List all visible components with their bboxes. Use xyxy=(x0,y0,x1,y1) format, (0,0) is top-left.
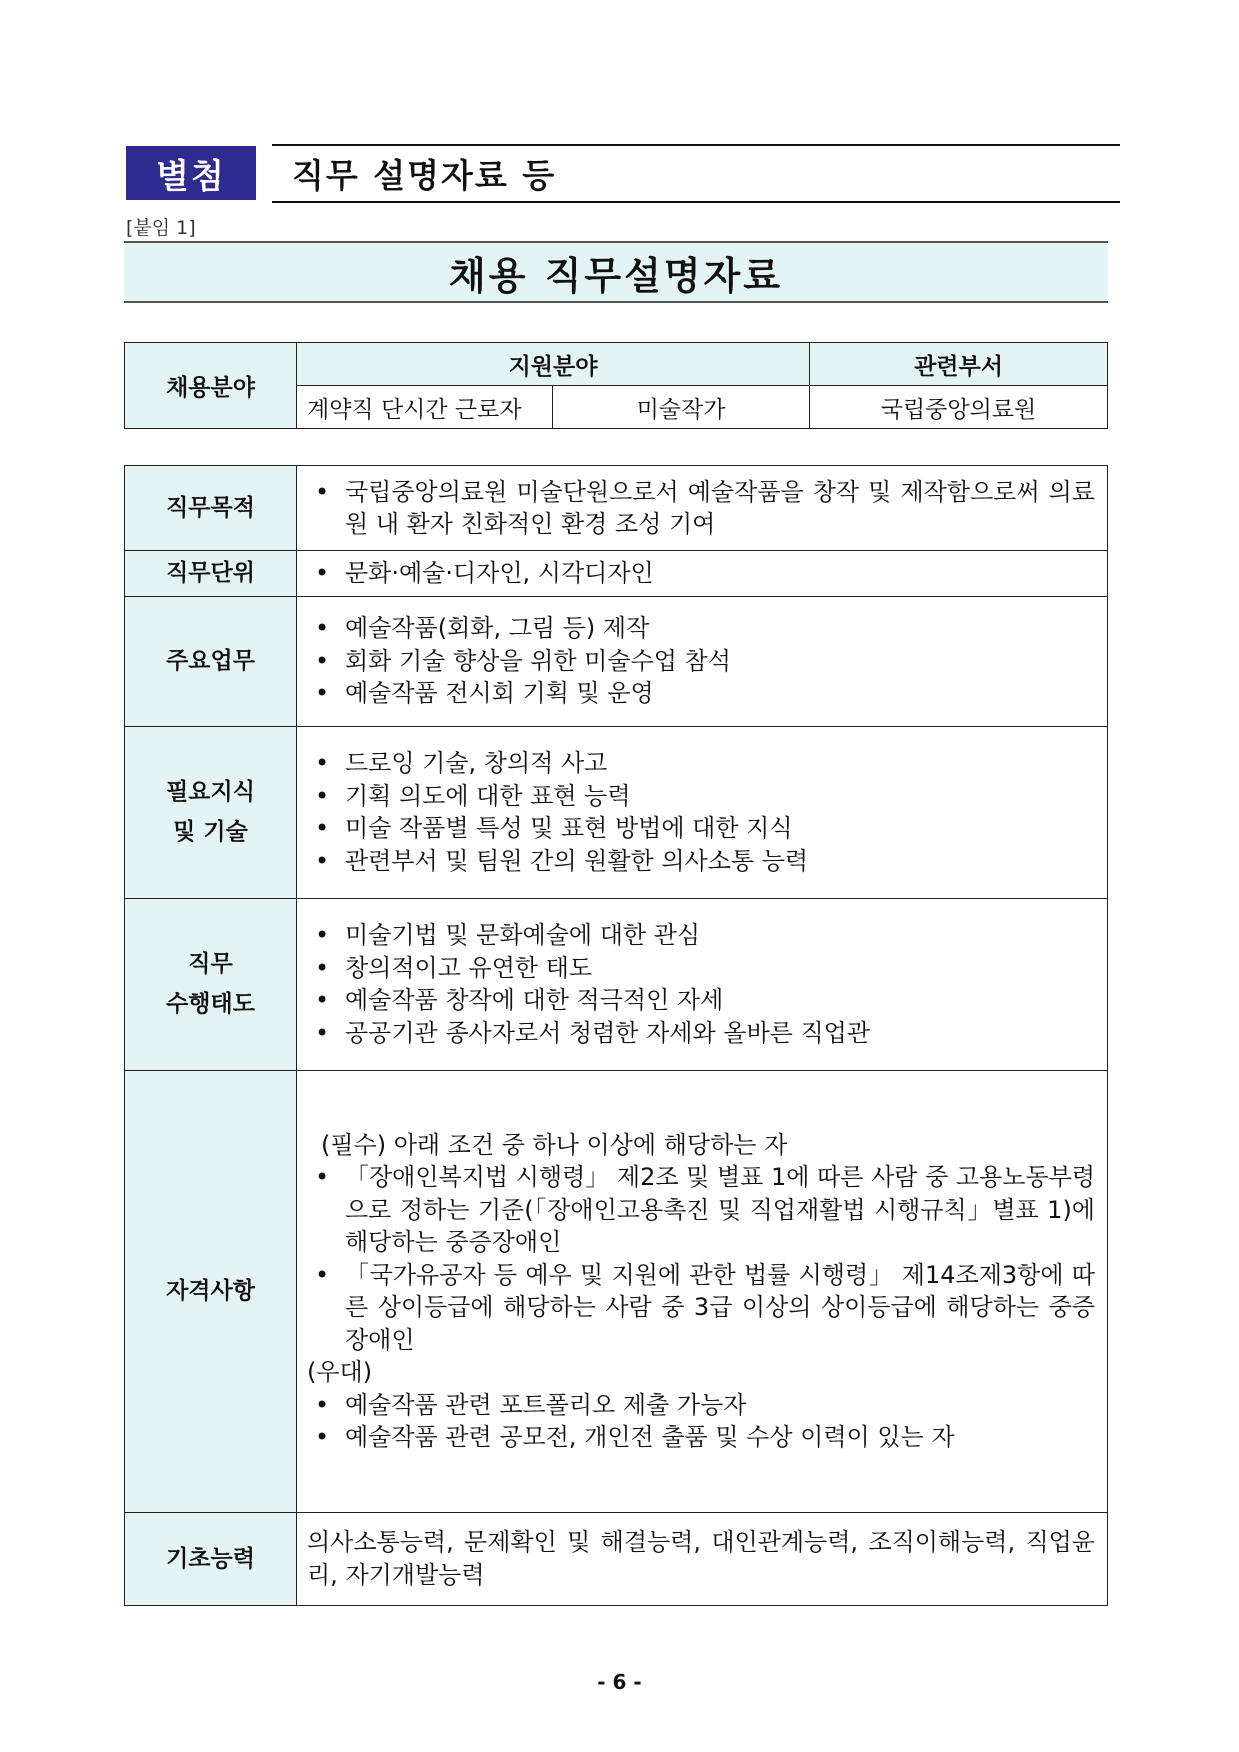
main-title: 채용 직무설명자료 xyxy=(449,253,783,298)
support-field-header: 지원분야 xyxy=(297,343,810,386)
attachment-header xyxy=(126,144,1120,201)
list-item: • 예술작품 창작에 대한 적극적인 자세 xyxy=(307,984,1095,1017)
list-item: • 공공기관 종사자로서 청렴한 자세와 올바른 직업관 xyxy=(307,1017,1095,1050)
knowledge-content xyxy=(297,726,1108,898)
attitude-label-line1: 직무 xyxy=(188,951,233,977)
basic-content: 의사소통능력, 문제확인 및 해결능력, 대인관계능력, 조직이해능력, 직업윤리, 자기개발능력 xyxy=(297,1512,1108,1605)
field-row-label: 채용분야 xyxy=(125,343,297,429)
attitude-content xyxy=(297,898,1108,1070)
unit-content xyxy=(297,551,1108,597)
main-title-box xyxy=(124,241,1108,303)
list-item: • 미술기법 및 문화예술에 대한 관심 xyxy=(307,919,1095,952)
knowledge-label xyxy=(125,726,297,898)
basic-row xyxy=(125,1512,1108,1605)
unit-label: 직무단위 xyxy=(125,551,297,597)
purpose-content xyxy=(297,466,1108,551)
required-heading: (필수) 아래 조건 중 하나 이상에 해당하는 자 xyxy=(321,1130,788,1159)
list-item: • 드로잉 기술, 창의적 사고 xyxy=(307,747,1095,780)
purpose-row xyxy=(125,466,1108,551)
department-cell: 국립중앙의료원 xyxy=(810,386,1108,429)
knowledge-row xyxy=(125,726,1108,898)
attachment-badge: 별첨 xyxy=(126,146,256,200)
knowledge-label-line2: 및 기술 xyxy=(173,819,248,845)
basic-label: 기초능력 xyxy=(125,1512,297,1605)
list-item: • 국립중앙의료원 미술단원으로서 예술작품을 창작 및 제작함으로써 의료원 내 환자 친화적인 환경 조성 기여 xyxy=(307,476,1095,541)
qualification-content xyxy=(297,1070,1108,1512)
list-item: • 기획 의도에 대한 표현 능력 xyxy=(307,780,1095,813)
list-item: • 예술작품(회화, 그림 등) 제작 xyxy=(307,612,1095,645)
list-item: • 미술 작품별 특성 및 표현 방법에 대한 지식 xyxy=(307,812,1095,845)
duties-content xyxy=(297,596,1108,726)
preferred-heading: (우대) xyxy=(307,1358,373,1386)
attitude-row xyxy=(125,898,1108,1070)
list-item: • 창의적이고 유연한 태도 xyxy=(307,952,1095,985)
list-item: • 예술작품 전시회 기획 및 운영 xyxy=(307,677,1095,710)
knowledge-label-line1: 필요지식 xyxy=(166,779,255,805)
duties-label: 주요업무 xyxy=(125,596,297,726)
purpose-label: 직무목적 xyxy=(125,466,297,551)
list-item: • 회화 기술 향상을 위한 미술수업 참석 xyxy=(307,645,1095,678)
unit-row xyxy=(125,551,1108,597)
qualification-row xyxy=(125,1070,1108,1512)
attachment-note: [붙임 1] xyxy=(126,217,196,239)
field-table xyxy=(124,342,1108,429)
employment-type-cell: 계약직 단시간 근로자 xyxy=(297,386,553,429)
list-item: • 「장애인복지법 시행령」 제2조 및 별표 1에 따른 사람 중 고용노동부령으로 정하는 기준(「장애인고용촉진 및 직업재활법 시행규칙」별표 1)에 해당하는 중증장애인 xyxy=(307,1161,1095,1259)
position-cell: 미술작가 xyxy=(553,386,810,429)
list-item: • 관련부서 및 팀원 간의 원활한 의사소통 능력 xyxy=(307,845,1095,878)
attitude-label-line2: 수행태도 xyxy=(166,991,255,1017)
list-item: • 예술작품 관련 공모전, 개인전 출품 및 수상 이력이 있는 자 xyxy=(307,1421,1095,1454)
qualification-label: 자격사항 xyxy=(125,1070,297,1512)
list-item: • 「국가유공자 등 예우 및 지원에 관한 법률 시행령」 제14조제3항에 따른 상이등급에 해당하는 사람 중 3급 이상의 상이등급에 해당하는 중증장애인 xyxy=(307,1259,1095,1357)
list-item: • 문화·예술·디자인, 시각디자인 xyxy=(307,557,1095,590)
attachment-title-bar xyxy=(272,144,1120,203)
department-header: 관련부서 xyxy=(810,343,1108,386)
page-number: - 6 - xyxy=(597,1670,642,1694)
attachment-title: 직무 설명자료 등 xyxy=(292,156,557,195)
duties-row xyxy=(125,596,1108,726)
list-item: • 예술작품 관련 포트폴리오 제출 가능자 xyxy=(307,1389,1095,1422)
job-description-table xyxy=(124,465,1108,1606)
attitude-label xyxy=(125,898,297,1070)
